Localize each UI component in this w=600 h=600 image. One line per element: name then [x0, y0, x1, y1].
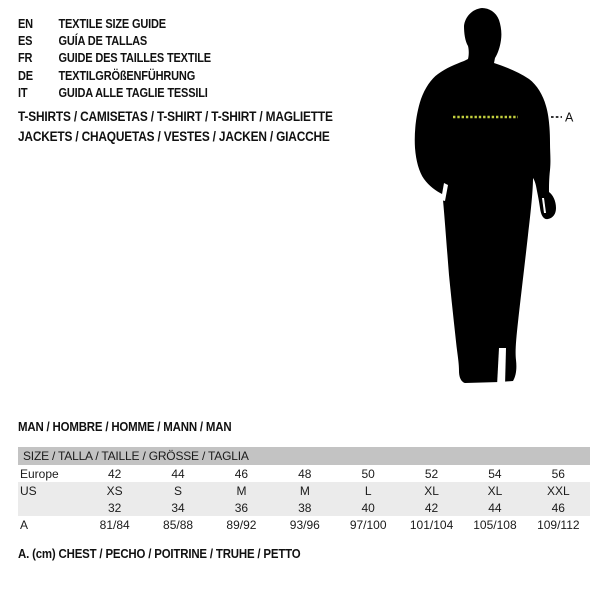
man-silhouette	[415, 8, 556, 383]
row-label: A	[20, 517, 29, 532]
measurement-footnote: A. (cm) CHEST / PECHO / POITRINE / TRUHE / PETTO	[18, 546, 301, 561]
table-cell: M	[236, 483, 247, 498]
table-cell: 81/84	[99, 517, 130, 532]
table-row-us-letter	[18, 482, 590, 499]
size-table-header: SIZE / TALLA / TAILLE / GRÖSSE / TAGLIA	[18, 447, 590, 465]
table-cell: 34	[171, 500, 185, 515]
table-row-chest-a	[18, 516, 590, 533]
language-guide-list	[18, 15, 211, 102]
table-cell: S	[174, 483, 183, 498]
row-label: Europe	[20, 466, 59, 481]
table-cell: 109/112	[537, 517, 580, 532]
language-code: FR	[18, 51, 33, 66]
table-row-europe	[18, 465, 590, 482]
table-cell: 46	[234, 466, 249, 481]
table-cell: 36	[234, 500, 249, 515]
language-code: ES	[18, 34, 33, 49]
language-row-fr	[18, 50, 211, 67]
table-cell: 97/100	[349, 517, 387, 532]
language-label: TEXTILE SIZE GUIDE	[58, 16, 166, 31]
row-label: US	[20, 483, 37, 498]
language-label: GUIDE DES TAILLES TEXTILE	[58, 51, 211, 66]
table-cell: M	[299, 483, 310, 498]
language-row-de	[18, 67, 211, 84]
language-row-en	[18, 15, 211, 32]
table-cell: 32	[108, 500, 122, 515]
category-line-jackets: JACKETS / CHAQUETAS / VESTES / JACKEN / GIACCHE	[18, 129, 330, 144]
table-cell: 42	[424, 500, 439, 515]
table-cell: 48	[298, 466, 312, 481]
man-silhouette-svg	[393, 0, 600, 400]
size-table	[18, 447, 590, 533]
language-row-it	[18, 85, 211, 102]
table-cell: 52	[424, 466, 439, 481]
language-label: GUÍA DE TALLAS	[58, 34, 148, 49]
table-cell: 38	[298, 500, 312, 515]
table-cell: 105/108	[473, 517, 517, 532]
measure-label-a: A	[565, 110, 574, 125]
table-cell: XL	[487, 483, 503, 498]
table-cell: 54	[488, 466, 502, 481]
table-cell: 93/96	[289, 517, 320, 532]
table-cell: 101/104	[409, 517, 454, 532]
table-cell: 44	[171, 466, 185, 481]
language-row-es	[18, 32, 211, 49]
table-cell: XS	[106, 483, 123, 498]
language-code: EN	[18, 16, 33, 31]
language-label: GUIDA ALLE TAGLIE TESSILI	[58, 86, 208, 101]
table-cell: 40	[361, 500, 375, 515]
table-cell: 42	[108, 466, 122, 481]
table-cell: 89/92	[226, 517, 257, 532]
language-code: IT	[18, 86, 28, 101]
category-line-tshirts: T-SHIRTS / CAMISETAS / T-SHIRT / T-SHIRT / MAGLIETTE	[18, 109, 333, 124]
table-cell: 46	[551, 500, 565, 515]
table-cell: 44	[488, 500, 502, 515]
table-cell: XXL	[546, 483, 570, 498]
table-cell: 50	[361, 466, 375, 481]
table-cell: L	[364, 483, 372, 498]
table-cell: XL	[424, 483, 439, 498]
table-cell: 85/88	[163, 517, 194, 532]
man-figure	[393, 0, 600, 400]
table-row-us-numeric	[18, 499, 590, 516]
language-code: DE	[18, 68, 33, 83]
table-cell: 56	[551, 466, 565, 481]
language-label: TEXTILGRÖßENFÜHRUNG	[58, 68, 196, 83]
category-titles	[18, 107, 333, 147]
section-title-man: MAN / HOMBRE / HOMME / MANN / MAN	[18, 419, 232, 434]
